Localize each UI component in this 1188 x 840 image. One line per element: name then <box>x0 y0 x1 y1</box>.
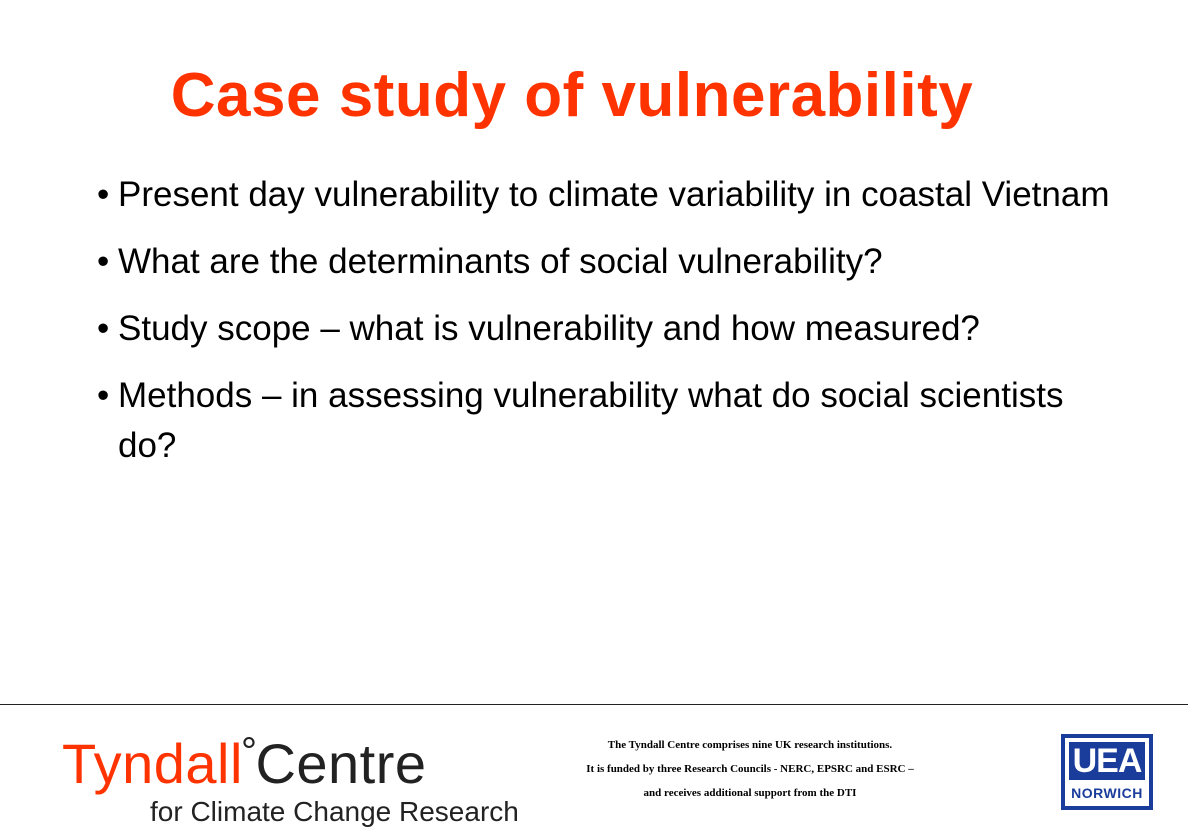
tyndall-logo-subtitle: for Climate Change Research <box>150 796 519 827</box>
tyndall-logo-wordmark <box>62 722 519 794</box>
uea-norwich-logo <box>1061 734 1153 810</box>
bullet-item <box>97 237 1117 287</box>
uea-logo-bottom: NORWICH <box>1071 785 1143 801</box>
funding-note-line: The Tyndall Centre comprises nine UK research institutions. <box>607 739 893 751</box>
bullet-item <box>97 170 1117 220</box>
uea-logo-top: UEA <box>1069 742 1145 780</box>
bullet-list <box>97 170 1117 488</box>
tyndall-centre-logo <box>62 722 519 828</box>
bullet-text: Methods – in assessing vulnerability what do social scientists do? <box>118 376 1064 465</box>
tyndall-logo-brand-left: Tyndall <box>62 732 243 795</box>
bullet-icon: • <box>97 309 110 348</box>
bullet-item <box>97 371 1117 471</box>
funding-note-line: It is funded by three Research Councils - NERC, EPSRC and ESRC – <box>586 763 914 775</box>
bullet-text: Study scope – what is vulnerability and how measured? <box>118 309 980 348</box>
tyndall-logo-brand-right: Centre <box>255 732 427 795</box>
bullet-text: Present day vulnerability to climate variability in coastal Vietnam <box>118 175 1110 214</box>
bullet-text: What are the determinants of social vulnerability? <box>118 242 883 281</box>
bullet-icon: • <box>97 175 110 214</box>
footer-divider <box>0 704 1188 705</box>
bullet-icon: • <box>97 376 110 415</box>
degree-icon: ° <box>240 730 258 774</box>
bullet-item <box>97 304 1117 354</box>
funding-note <box>540 733 960 805</box>
funding-note-line: and receives additional support from the DTI <box>643 787 857 799</box>
bullet-icon: • <box>97 242 110 281</box>
slide-title: Case study of vulnerability <box>170 61 974 130</box>
